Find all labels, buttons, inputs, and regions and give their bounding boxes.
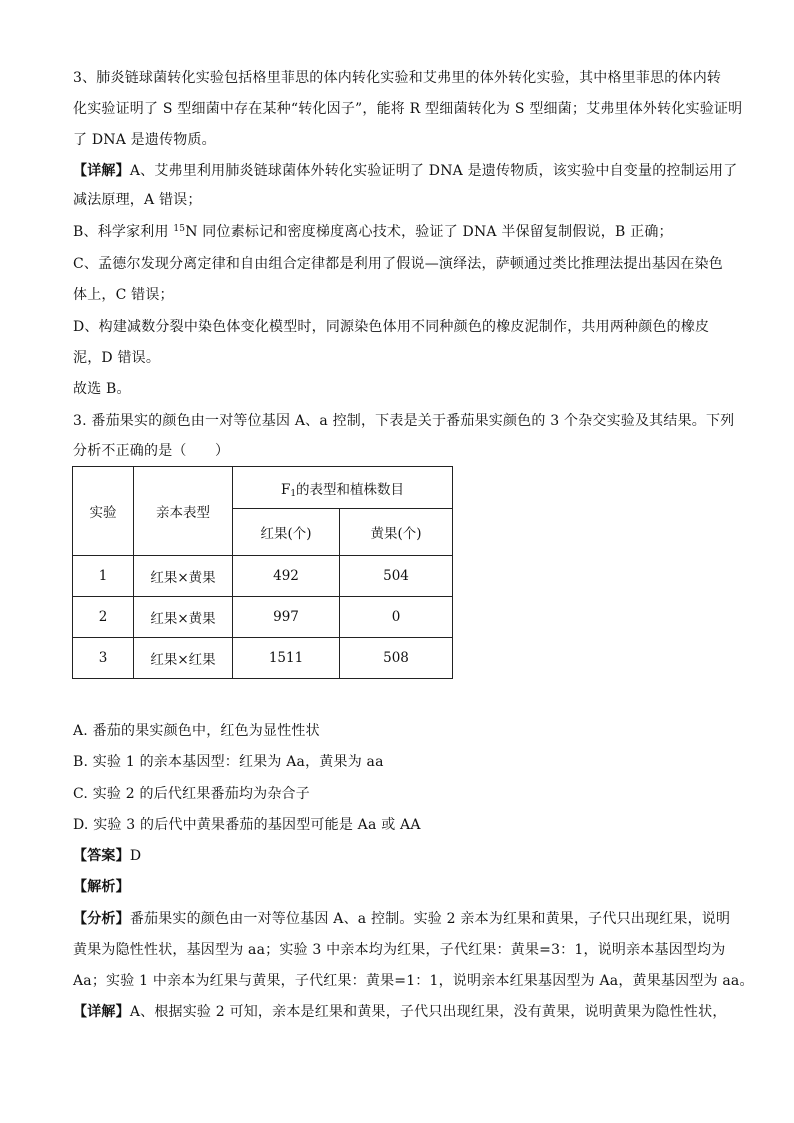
cross-results-table (72, 466, 453, 679)
table-row (73, 556, 453, 597)
answer-line (73, 846, 141, 866)
analysis-label: 【分析】 (73, 911, 130, 927)
detail-text-1: A、根据实验 2 可知，亲本是红果和黄果，子代只出现红果，没有黄果，说明黄果为隐性性状， (129, 1004, 727, 1020)
prev-conclusion: 故选 B。 (73, 381, 131, 397)
analysis-heading: 【解析】 (73, 879, 130, 895)
answer-value: D (129, 848, 142, 864)
header-f1 (233, 467, 453, 509)
header-red: 红果(个) (233, 509, 340, 556)
prev-detail-a-text: A、艾弗里利用肺炎链球菌体外转化实验证明了 DNA 是遗传物质，该实验中自变量的控制运用了 (129, 163, 738, 179)
cell-parent: 红果×黄果 (134, 556, 233, 597)
option-a: A. 番茄的果实颜色中，红色为显性性状 (73, 723, 320, 739)
analysis-line-3: Aa；实验 1 中亲本为红果与黄果，子代红果：黄果=1：1，说明亲本红果基因型为 Aa，黄果基因型为 aa。 (73, 973, 754, 989)
option-b: B. 实验 1 的亲本基因型：红果为 Aa，黄果为 aa (73, 754, 384, 770)
f1-prefix: F (280, 481, 291, 498)
analysis-line-2: 黄果为隐性性状，基因型为 aa；实验 3 中亲本均为红果，子代红果：黄果=3：1，说明亲本基因型均为 (73, 942, 726, 958)
question-line-1: 3. 番茄果实的颜色由一对等位基因 A、a 控制，下表是关于番茄果实颜色的 3 个杂交实验及其结果。下列 (73, 413, 735, 429)
header-experiment: 实验 (73, 467, 134, 556)
prev-detail-c-line-2: 体上，C 错误； (73, 287, 174, 303)
cell-yellow: 508 (340, 638, 453, 679)
prev-detail-d-line-1: D、构建减数分裂中染色体变化模型时，同源染色体用不同种颜色的橡皮泥制作，共用两种颜色的橡皮 (73, 319, 710, 335)
prev-paragraph-line-2: 化实验证明了 S 型细菌中存在某种“转化因子”，能将 R 型细菌转化为 S 型细菌；艾弗里体外转化实验证明 (73, 101, 743, 117)
prev-detail-label: 【详解】 (73, 163, 130, 179)
prev-detail-d-line-2: 泥，D 错误。 (73, 350, 161, 366)
detail-label: 【详解】 (73, 1004, 130, 1020)
option-c: C. 实验 2 的后代红果番茄均为杂合子 (73, 786, 310, 802)
prev-detail-b-post: N 同位素标记和密度梯度离心技术，验证了 DNA 半保留复制假说，B 正确； (185, 224, 673, 240)
header-parent-phenotype: 亲本表型 (134, 467, 233, 556)
answer-label: 【答案】 (73, 848, 130, 864)
cell-experiment: 2 (73, 597, 134, 638)
isotope-superscript: 15 (173, 224, 186, 234)
header-yellow: 黄果(个) (340, 509, 453, 556)
prev-detail-b-pre: B、科学家利用 (73, 224, 174, 240)
prev-detail-a-line-1 (73, 161, 737, 181)
cell-parent: 红果×红果 (134, 638, 233, 679)
table-row (73, 638, 453, 679)
table-header-row-1 (73, 467, 453, 509)
cell-red: 997 (233, 597, 340, 638)
cell-red: 492 (233, 556, 340, 597)
prev-detail-c-line-1: C、孟德尔发现分离定律和自由组合定律都是利用了假说—演绎法，萨顿通过类比推理法提出基因在染色 (73, 256, 723, 272)
table-row (73, 597, 453, 638)
f1-suffix: 的表型和植株数目 (296, 481, 405, 498)
cell-yellow: 0 (340, 597, 453, 638)
prev-paragraph-line-1: 3、肺炎链球菌转化实验包括格里菲思的体内转化实验和艾弗里的体外转化实验，其中格里菲思的体内转 (73, 70, 722, 86)
cell-parent: 红果×黄果 (134, 597, 233, 638)
f1-subscript: 1 (290, 488, 297, 499)
cell-red: 1511 (233, 638, 340, 679)
cell-yellow: 504 (340, 556, 453, 597)
prev-paragraph-line-3: 了 DNA 是遗传物质。 (73, 132, 216, 148)
detail-line-1 (73, 1002, 727, 1022)
cell-experiment: 1 (73, 556, 134, 597)
question-line-2: 分析不正确的是（ ） (73, 443, 230, 459)
option-d: D. 实验 3 的后代中黄果番茄的基因型可能是 Aa 或 AA (73, 817, 421, 833)
cell-experiment: 3 (73, 638, 134, 679)
prev-detail-b-line (73, 222, 673, 242)
prev-detail-a-line-2: 减法原理，A 错误； (73, 192, 202, 208)
analysis-text-1: 番茄果实的颜色由一对等位基因 A、a 控制。实验 2 亲本为红果和黄果，子代只出现红果，说明 (129, 911, 731, 927)
analysis-line-1 (73, 909, 730, 929)
